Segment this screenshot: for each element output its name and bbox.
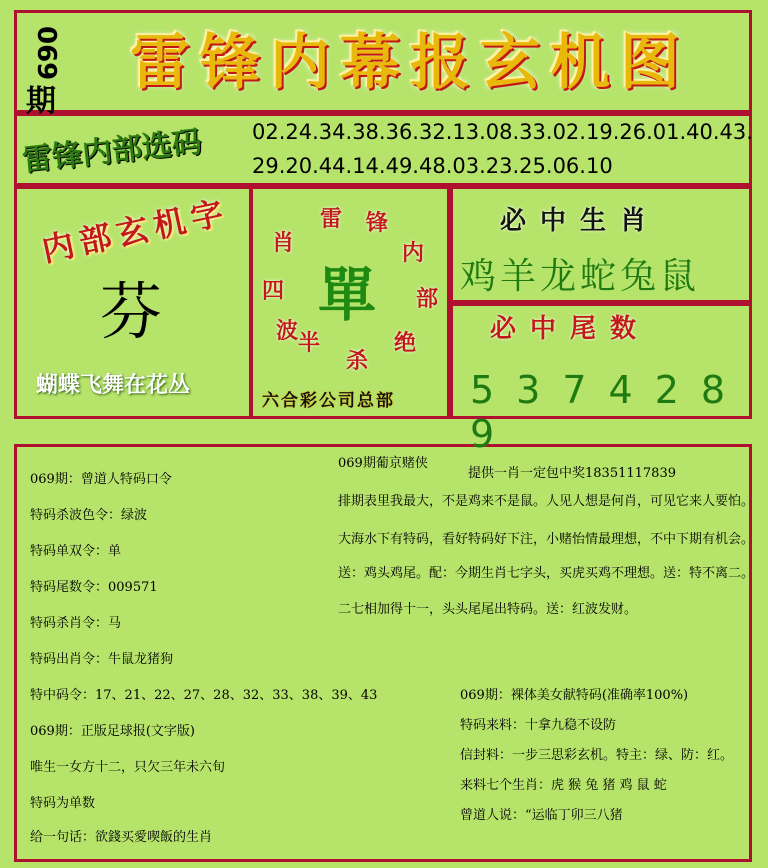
left-line: 特码杀肖令：马 [30,616,122,631]
provider-line: 提供一肖一定包中奖18351117839 [468,466,676,481]
left-line: 特码单双令：单 [30,544,122,559]
issue-number: 069 [31,26,61,81]
numbers-line-1: 02.24.34.38.36.32.13.08.33.02.19.26.01.40.43. [252,120,753,144]
right-bottom-line: 特码来料：十拿九稳不设防 [460,718,617,733]
circle-char: 半 [298,330,321,356]
right-line: 大海水下有特码，看好特码好下注，小赌怡情最理想，不中下期有机会。 [338,532,755,547]
circle-char: 波 [276,318,299,344]
right-bottom-line: 069期：裸体美女献特码(准确率100%) [460,688,689,703]
word-title: 内部玄机字 [38,192,233,270]
circle-char: 肖 [272,230,295,256]
pick-label: 雷锋内部选码 [20,124,204,179]
word-riddle: 蝴蝶飞舞在花丛 [36,372,191,398]
circle-char: 绝 [394,330,417,356]
right-line: 二七相加得十一，头头尾尾出特码。送：红波发财。 [338,602,638,617]
numbers-line-2: 29.20.44.14.49.48.03.23.25.06.10 [252,154,613,178]
left-line: 唯生一女方十二，只欠三年未六旬 [30,760,226,775]
left-line: 069期：正版足球报(文字版) [30,724,195,739]
company-name: 六合彩公司总部 [262,391,395,411]
circle-char: 四 [262,278,285,304]
circle-char: 雷 [320,206,343,232]
right-bottom-line: 曾道人说：“运临丁卯三八猪 [460,808,623,823]
circle-char: 内 [402,240,425,266]
left-line: 特中码令：17、21、22、27、28、32、33、38、39、43 [30,688,378,703]
left-line: 特码尾数令：009571 [30,580,158,595]
secret-word: 芬 [100,275,163,348]
zodiac-title: 必中生肖 [500,206,661,236]
center-char: 單 [318,261,377,329]
right-heading: 069期葡京赌侠 [338,456,428,471]
page-title: 雷锋内幕报玄机图 [130,28,690,98]
tail-numbers: 537428 9 [470,368,748,456]
issue-label [18,12,78,119]
circle-char: 杀 [346,348,369,374]
right-line: 排期表里我最大，不是鸡来不是鼠。人见人想是何肖，可见它来人要怕。 [338,494,755,509]
circle-char: 锋 [366,210,389,236]
right-line: 送：鸡头鸡尾。配：今期生肖七字头，买虎买鸡不理想。送：特不离二。 [338,566,755,581]
zodiac-list: 鸡羊龙蛇兔鼠 [460,256,701,297]
left-line: 特码出肖令：牛鼠龙猪狗 [30,652,174,667]
left-line: 特码杀波色令：绿波 [30,508,148,523]
left-line: 特码为单数 [30,796,96,811]
issue-char: 期 [26,84,56,119]
left-line: 给一句话：欲錢买愛喫飯的生肖 [30,830,213,845]
tail-title: 必中尾数 [490,314,651,344]
right-bottom-line: 来料七个生肖：虎 猴 兔 猪 鸡 鼠 蛇 [460,778,667,793]
left-line: 069期：曾道人特码口令 [30,472,172,487]
circle-char: 部 [416,286,439,312]
right-bottom-line: 信封料：一步三思彩玄机。特主：绿、防：红。 [460,748,734,763]
